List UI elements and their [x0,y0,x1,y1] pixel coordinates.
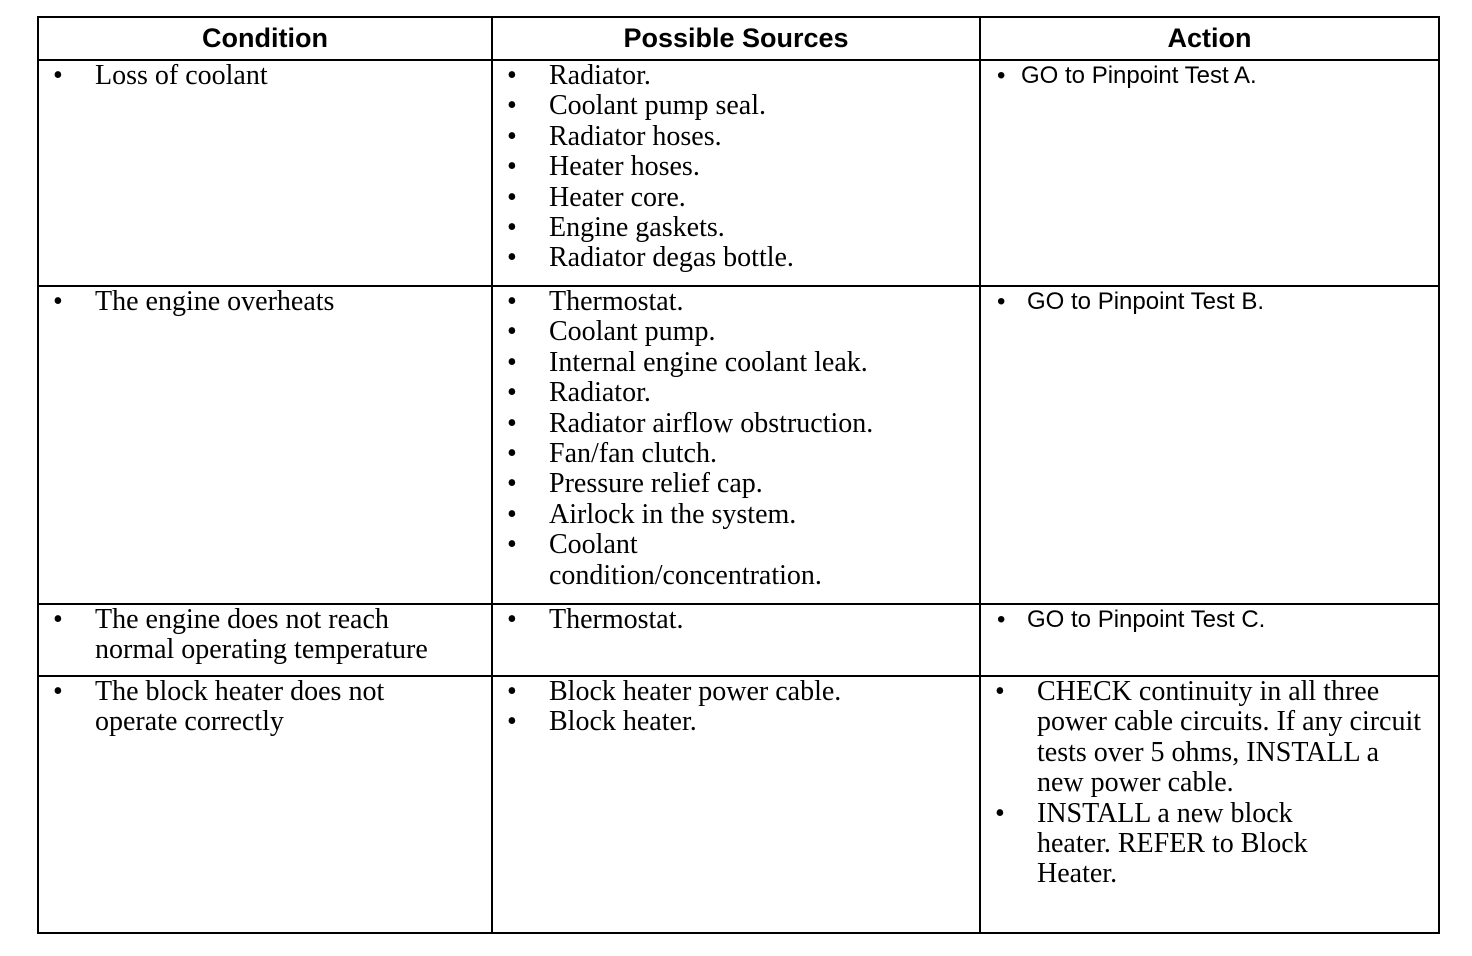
condition-text: The engine overheats [95,286,335,317]
bullet-icon: • [53,676,63,707]
bullet-icon: • [995,797,1005,829]
table-row [38,60,1439,286]
source-text: Radiator degas bottle. [549,242,794,274]
bullet-icon: • [507,377,517,409]
action-text: GO to Pinpoint Test B. [1027,288,1265,315]
list-item [493,605,979,635]
action-text: GO to Pinpoint Test C. [1027,606,1266,633]
list-item [493,677,979,707]
bullet-icon: • [507,604,517,635]
action-text: GO to Pinpoint Test A. [1021,62,1257,89]
condition-cell [38,604,492,676]
bullet-icon: • [507,346,517,378]
source-text: Thermostat. [549,286,684,317]
action-text: CHECK continuity in all three power cable circuits. If any circuit tests over 5 ohms, INSTALL a new power cable. [1037,676,1422,799]
condition-text: Loss of coolant [95,60,268,91]
header-action: Action [980,17,1439,60]
bullet-icon: • [507,90,517,122]
bullet-icon: • [53,286,63,317]
bullet-icon: • [53,60,63,91]
list-item [981,799,1438,890]
sources-cell [492,676,980,933]
condition-text: The block heater does not operate correctly [95,676,385,738]
table-row [38,604,1439,676]
condition-cell [38,60,492,286]
bullet-icon: • [507,706,517,738]
list-item [493,439,979,469]
source-text: Pressure relief cap. [549,468,763,500]
bullet-icon: • [507,242,517,274]
bullet-icon: • [507,468,517,500]
list-item [39,287,491,317]
bullet-icon: • [507,286,517,317]
list-item [493,348,979,378]
list-item [981,677,1438,799]
source-text: Airlock in the system. [549,498,797,530]
bullet-icon: • [53,604,63,635]
sources-cell [492,604,980,676]
list-item [981,61,1438,91]
bullet-icon: • [995,676,1005,707]
list-item [493,243,979,273]
list-item [493,122,979,152]
list-item [493,378,979,408]
list-item [981,287,1438,317]
list-item [493,469,979,499]
source-text: Fan/fan clutch. [549,438,717,470]
source-text: Thermostat. [549,604,684,635]
list-item [493,500,979,530]
list-item [493,61,979,91]
bullet-icon: • [507,498,517,530]
list-item [493,152,979,182]
bullet-icon: • [507,60,517,91]
source-text: Heater core. [549,181,686,213]
bullet-icon: • [997,62,1006,89]
condition-cell [38,286,492,604]
bullet-icon: • [507,212,517,244]
list-item [493,707,979,737]
bullet-icon: • [507,529,517,561]
source-text: Radiator. [549,377,651,409]
source-text: Coolant pump. [549,316,716,348]
list-item [981,605,1438,635]
bullet-icon: • [507,151,517,183]
list-item [39,605,491,666]
sources-cell [492,60,980,286]
list-item [493,317,979,347]
source-text: Block heater power cable. [549,676,842,707]
list-item [39,61,491,91]
source-text: Block heater. [549,706,697,738]
action-text: INSTALL a new block heater. REFER to Block Heater. [1037,797,1308,890]
bullet-icon: • [507,676,517,707]
list-item [493,183,979,213]
bullet-icon: • [507,316,517,348]
source-text: Radiator. [549,60,651,91]
condition-cell [38,676,492,933]
source-text: Engine gaskets. [549,212,725,244]
list-item [493,91,979,121]
action-cell [980,60,1439,286]
table-row [38,286,1439,604]
action-cell [980,604,1439,676]
source-text: Radiator hoses. [549,120,722,152]
header-possible-sources: Possible Sources [492,17,980,60]
header-condition: Condition [38,17,492,60]
diagnosis-table [37,16,1440,934]
list-item [493,287,979,317]
list-item [493,213,979,243]
bullet-icon: • [997,288,1006,315]
source-text: Heater hoses. [549,151,700,183]
bullet-icon: • [507,181,517,213]
source-text: Radiator airflow obstruction. [549,407,874,439]
bullet-icon: • [507,438,517,470]
condition-text: The engine does not reach normal operating temperature [95,604,428,666]
action-cell [980,286,1439,604]
list-item [493,409,979,439]
bullet-icon: • [507,120,517,152]
list-item [39,677,491,738]
source-text: Coolant pump seal. [549,90,766,122]
source-text: Internal engine coolant leak. [549,346,868,378]
bullet-icon: • [997,606,1006,633]
source-text: Coolant condition/concentration. [549,529,822,591]
sources-cell [492,286,980,604]
table-row [38,676,1439,933]
bullet-icon: • [507,407,517,439]
list-item [493,530,979,591]
header-row [38,17,1439,60]
action-cell [980,676,1439,933]
